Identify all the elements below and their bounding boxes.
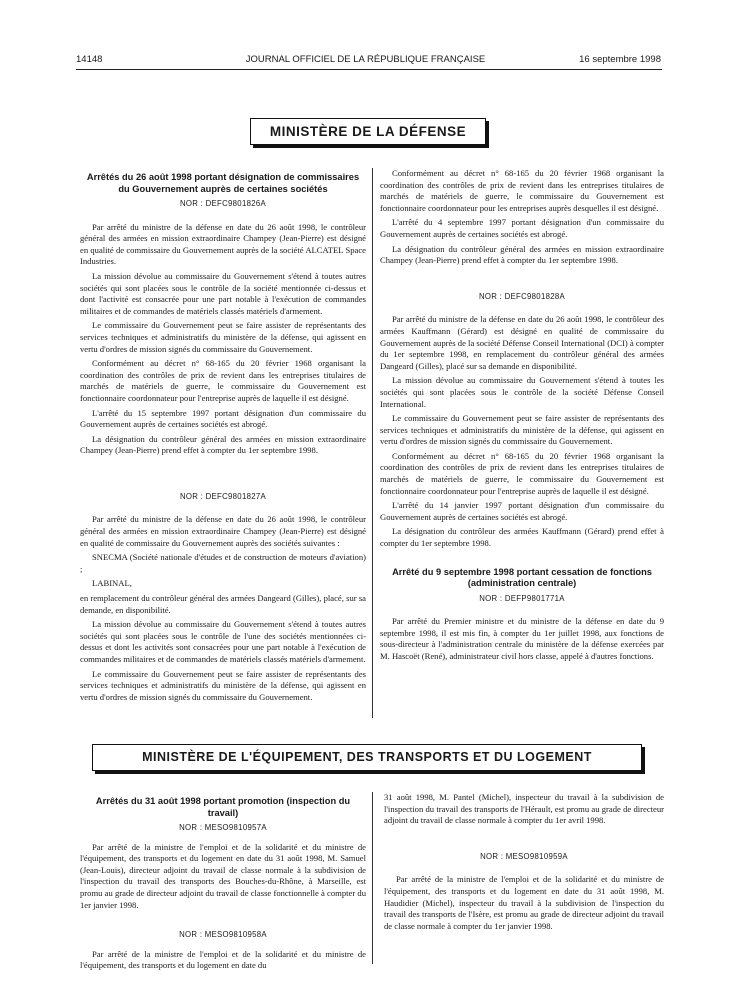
section-title-equipement: MINISTÈRE DE L'ÉQUIPEMENT, DES TRANSPORTS ET DU LOGEMENT <box>92 744 642 771</box>
paragraph: LABINAL, <box>92 578 132 589</box>
paragraph: Par arrêté de la ministre de l'emploi et de la solidarité et du ministre de l'équipement, des transports et du logement en date du <box>80 948 366 971</box>
paragraph: L'arrêté du 15 septembre 1997 portant désignation d'un commissaire du Gouvernement auprès de certaines sociétés est abrogé. <box>80 407 366 430</box>
nor-reference: NOR : MESO9810959A <box>480 851 568 861</box>
paragraph: La mission dévolue au commissaire du Gouvernement s'étend à toutes autres sociétés qui sont placées sous le contrôle de la société mentionnée ci-dessus et dont l'activité est consacrée pour une part notable à l'exécution de commandes militaires et de commandes de matériels classés matériels d'armement. <box>80 270 366 316</box>
paragraph: L'arrêté du 4 septembre 1997 portant désignation d'un commissaire du Gouvernement auprès de certaines sociétés est abrogé. <box>380 217 664 239</box>
paragraph: Par arrêté du Premier ministre et du ministre de la défense en date du 9 septembre 1998, il est mis fin, à compter du 1er juillet 1998, aux fonctions de sous-directeur à l'administration centrale du ministère de la défense exercées par M. Hascoët (René), administrateur civil hors classe, appelé à d'autres fonctions. <box>380 616 664 661</box>
header-rule <box>76 69 662 70</box>
column-divider <box>372 792 373 964</box>
page-date: 16 septembre 1998 <box>579 54 661 65</box>
nor-reference: NOR : DEFC9801827A <box>179 491 266 501</box>
paragraph: La mission dévolue au commissaire du Gouvernement s'étend à toutes les sociétés qui sont placées sous le contrôle de la société Défense Conseil International. <box>380 375 664 409</box>
paragraph: Par arrêté du ministre de la défense en date du 26 août 1998, le contrôleur des armées Kauffmann (Gérard) est désigné en qualité de commissaire du Gouvernement auprès de la société Défense Conseil International (DCI) à compter du 1er septembre 1998, en remplacement du contrôleur général des armées Dangeard (Gilles), placé sur sa demande en disponibilité. <box>380 314 664 371</box>
journal-title: JOURNAL OFFICIEL DE LA RÉPUBLIQUE FRANÇAISE <box>245 54 486 65</box>
paragraph: La mission dévolue au commissaire du Gouvernement s'étend à toutes autres sociétés qui sont placées sous le contrôle de l'une des sociétés mentionnées ci-dessus et dont les activités sont consacrées pour une part notable à l'exécution de commandes militaires et de commandes de matériels classés matériels d'armement. <box>80 619 366 664</box>
nor-reference: NOR : MESO9810957A <box>179 823 267 832</box>
paragraph: Par arrêté du ministre de la défense en date du 26 août 1998, le contrôleur général des armées en mission extraordinaire Champey (Jean-Pierre) est désigné en qualité de commissaire du Gouvernement auprès des sociétés suivantes : <box>80 514 366 548</box>
paragraph: Le commissaire du Gouvernement peut se faire assister de représentants des services techniques et administratifs du ministère de la défense, qui agissent en vertu d'ordres de mission signés du commissaire du Gouvernement. <box>80 320 366 354</box>
column-divider <box>372 168 373 718</box>
paragraph: SNECMA (Société nationale d'études et de construction de moteurs d'aviation) ; <box>80 552 366 574</box>
defense-left-column <box>80 172 366 706</box>
paragraph: Par arrêté de la ministre de l'emploi et de la solidarité et du ministre de l'équipement, des transports et du logement en date du 31 août 1998, M. Haudidier (Michel), inspecteur du travail à la subdivision de l'inspection du travail des transports de l'Isère, est promu au grade de directeur adjoint du travail de classe normale à compter du 1er janvier 1998. <box>384 874 664 931</box>
paragraph: La désignation du contrôleur des armées Kauffmann (Gérard) prend effet à compter du 1er septembre 1998. <box>380 526 664 549</box>
paragraph: La désignation du contrôleur général des armées en mission extraordinaire Champey (Jean-Pierre) prend effet à compter du 1er septembre 1998. <box>80 433 366 456</box>
article-heading: Arrêtés du 31 août 1998 portant promotion (inspection du travail) <box>95 796 351 818</box>
paragraph: en remplacement du contrôleur général des armées Dangeard (Gilles), placé, sur sa demande, en disponibilité. <box>80 593 366 615</box>
paragraph: La désignation du contrôleur général des armées en mission extraordinaire Champey (Jean-Pierre) prend effet à compter du 1er septembre 1998. <box>380 243 664 266</box>
nor-reference: NOR : DEFP9801771A <box>479 593 565 603</box>
page-number: 14148 <box>76 54 103 65</box>
paragraph: Conformément au décret n° 68-165 du 20 février 1968 organisant la coordination des contrôles de prix de revient dans les entreprises titulaires de marchés de matériels de guerre, le commissaire du Gouvernement est fonctionnaire coordonnateur pour l'entreprise auprès de laquelle il est désigné. <box>80 358 366 403</box>
paragraph: 31 août 1998, M. Pantel (Michel), inspecteur du travail à la subdivision de l'inspection du travail des transports de l'Hérault, est promu au grade de directeur adjoint du travail de classe normale à compter du 1er avril 1998. <box>384 792 664 826</box>
article-heading: Arrêté du 9 septembre 1998 portant cessation de fonctions (administration centrale) <box>392 566 652 589</box>
paragraph: Le commissaire du Gouvernement peut se faire assister de représentants des services techniques et administratifs du ministère de la défense, qui agissent en vertu d'ordres de mission signés du commissaire du Gouvernement. <box>380 413 664 447</box>
nor-reference: NOR : MESO9810958A <box>179 930 267 940</box>
paragraph: Conformément au décret n° 68-165 du 20 février 1968 organisant la coordination des contrôles de prix de revient dans les entreprises titulaires de marchés de matériels de guerre, le commissaire du Gouvernement est fonctionnaire coordonnateur pour l'entreprise auprès de laquelle il est désigné. <box>380 450 664 496</box>
equipement-left-column <box>80 796 366 975</box>
section-title-defense: MINISTÈRE DE LA DÉFENSE <box>250 118 486 145</box>
defense-right-column <box>380 168 664 666</box>
paragraph: Par arrêté du ministre de la défense en date du 26 août 1998, le contrôleur général des armées en mission extraordinaire Champey (Jean-Pierre) est désigné en qualité de commissaire du Gouvernement auprès de la société ALCATEL Space Industries. <box>80 221 366 267</box>
nor-reference: NOR : DEFC9801828A <box>478 291 565 301</box>
paragraph: Conformément au décret n° 68-165 du 20 février 1968 organisant la coordination des contrôles de prix de revient dans les entreprises titulaires de marchés de matériels de guerre, le commissaire du Gouvernement est fonctionnaire coordonnateur pour les entreprises auprès desquelles il est désigné. <box>380 168 664 213</box>
nor-reference: NOR : DEFC9801826A <box>179 199 266 208</box>
article-heading: Arrêtés du 26 août 1998 portant désignation de commissaires du Gouvernement auprès de certaines sociétés <box>86 172 360 194</box>
paragraph: Le commissaire du Gouvernement peut se faire assister de représentants des services techniques et administratifs du ministère de la défense, qui agissent en vertu d'ordres de mission signés du commissaire du Gouvernement. <box>80 668 366 702</box>
paragraph: Par arrêté de la ministre de l'emploi et de la solidarité et du ministre de l'équipement, des transports et du logement en date du 31 août 1998, M. Samuel (Jean-Louis), directeur adjoint du travail de classe normale à la subdivision de l'inspection du travail des transports des Bouches-du-Rhône, à Marseille, est promu au grade de directeur adjoint du travail de classe fonctionnelle à compter du 1er janvier 1998. <box>80 841 366 910</box>
paragraph: L'arrêté du 14 janvier 1997 portant désignation d'un commissaire du Gouvernement auprès de certaines sociétés est abrogé. <box>380 500 664 522</box>
equipement-right-column <box>384 792 664 935</box>
